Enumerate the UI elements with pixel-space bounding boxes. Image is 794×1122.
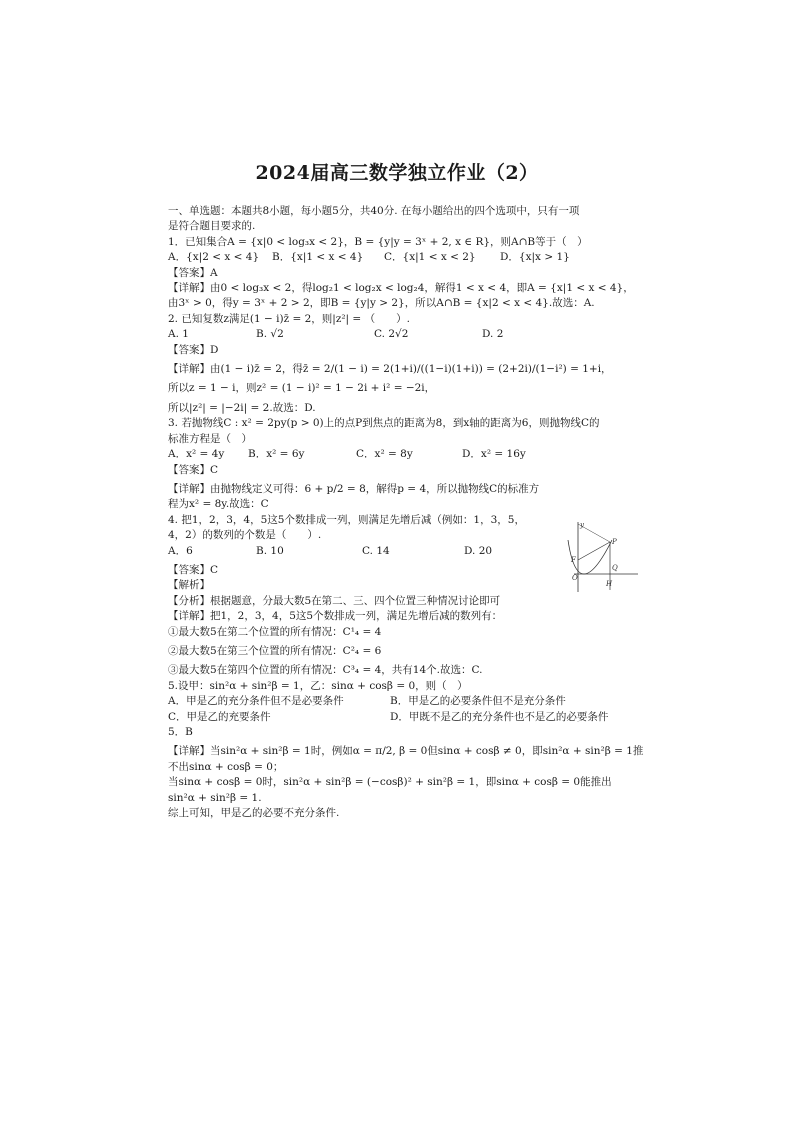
label-q: Q [612, 564, 618, 572]
question-2-detail: 所以|z²| = |−2i| = 2.故选：D. [168, 401, 316, 414]
question-3-detail: 程为x² = 8y.故选：C [168, 498, 269, 511]
question-5-detail: 当sinα + cosβ = 0时，sin²α + sin²β = (−cosβ)² + sin²β = 1，即sinα + cosβ = 0能推出 [168, 776, 612, 789]
question-1-detail: 由3ˣ > 0，得y = 3ˣ + 2 > 2，即B = {y|y > 2}，所以A∩B = {x|2 < x < 4}.故选：A. [168, 297, 595, 310]
question-5-detail: 不出sinα + cosβ = 0； [168, 760, 284, 773]
question-2-detail: 【详解】由(1 − i)z̄ = 2，得z̄ = 2/(1 − i) = 2(1+i)/((1−i)(1+i)) = (2+2i)/(1−i²) = 1+i， [168, 363, 612, 376]
question-1-stem: 1．已知集合A = {x|0 < log₃x < 2}，B = {y|y = 3ˣ + 2, x ∈ R}，则A∩B等于（ ） [168, 235, 588, 248]
label-h: H [606, 580, 613, 588]
question-5-options-row-1 [168, 694, 620, 709]
option-d: D. 20 [464, 544, 493, 557]
question-2-answer: 【答案】D [168, 343, 219, 356]
question-1-answer: 【答案】A [168, 266, 218, 279]
option-d: D．甲既不是乙的充分条件也不是乙的必要条件 [390, 710, 609, 723]
option-a: A．甲是乙的充分条件但不是必要条件 [168, 695, 344, 708]
question-5-options-row-2 [168, 710, 620, 725]
question-1-detail: 【详解】由0 < log₃x < 2，得log₂1 < log₂x < log₂4，解得1 < x < 4，即A = {x|1 < x < 4}， [168, 282, 634, 295]
option-c: C．x² = 8y [356, 448, 413, 461]
option-a: A．6 [168, 544, 193, 557]
option-d: D．x² = 16y [462, 448, 526, 461]
question-5-answer: 5．B [168, 726, 193, 738]
question-3-stem-cont: 标准方程是（ ） [168, 432, 252, 445]
option-d: D. 2 [482, 328, 504, 341]
section-intro-cont: 是符合题目要求的. [168, 220, 256, 233]
option-a: A．{x|2 < x < 4} [168, 251, 260, 264]
question-4-analysis: 【解析】 [168, 579, 210, 592]
document-body [168, 204, 644, 821]
question-3-detail: 【详解】由抛物线定义可得：6 + p/2 = 8，解得p = 4，所以抛物线C的标准方 [168, 482, 540, 495]
option-c: C．甲是乙的充要条件 [168, 710, 271, 723]
option-b: B. 10 [256, 544, 284, 557]
page-title: 2024届高三数学独立作业（2） [255, 162, 539, 184]
question-5-detail: 【详解】当sin²α + sin²β = 1时，例如α = π/2, β = 0但sinα + cosβ ≠ 0，即sin²α + sin²β = 1推 [168, 745, 644, 758]
question-2-options [168, 327, 620, 342]
question-4-detail: 【详解】把1，2，3，4，5这5个数排成一列，满足先增后减的数列有： [168, 610, 503, 623]
question-5-detail: sin²α + sin²β = 1. [168, 791, 262, 804]
question-4-analysis-detail: 【分析】根据题意，分最大数5在第二、三、四个位置三种情况讨论即可 [168, 594, 501, 607]
question-4-case: ③最大数5在第四个位置的所有情况：C³₄ = 4，共有14个.故选：C. [168, 664, 483, 677]
option-b: B．x² = 6y [248, 448, 305, 461]
label-y: y [580, 521, 584, 529]
parabola-diagram [566, 520, 640, 594]
question-4-options [168, 544, 620, 559]
parabola-figure [566, 520, 640, 594]
option-b: B. √2 [256, 328, 284, 341]
question-2-detail: 所以z = 1 − i，则z² = (1 − i)² = 1 − 2i + i² = −2i， [168, 382, 436, 395]
option-a: A．x² = 4y [168, 448, 225, 461]
label-o: O [572, 574, 578, 582]
question-2-stem: 2. 已知复数z满足(1 − i)z̄ = 2，则|z²| = （ ）. [168, 312, 410, 325]
question-4-stem: 4. 把1，2，3，4，5这5个数排成一列，则满足先增后减（例如：1，3，5， [168, 513, 525, 526]
question-3-options [168, 447, 620, 462]
question-3-stem: 3. 若抛物线C : x² = 2py(p > 0)上的点P到焦点的距离为8，到x轴的距离为6，则抛物线C的 [168, 417, 600, 430]
question-5-conclusion: 综上可知，甲是乙的必要不充分条件. [168, 807, 340, 820]
label-f: F [571, 556, 576, 564]
option-a: A. 1 [168, 328, 189, 341]
question-4-answer: 【答案】C [168, 563, 219, 576]
option-c: C. 14 [362, 544, 390, 557]
question-5-stem: 5.设甲：sin²α + sin²β = 1，乙：sinα + cosβ = 0，则（ ） [168, 679, 468, 692]
option-d: D．{x|x > 1} [500, 251, 570, 264]
focal-line [578, 542, 610, 560]
question-4-stem-cont: 4，2）的数列的个数是（ ）. [168, 529, 322, 542]
question-1-options [168, 250, 620, 265]
question-4-case: ①最大数5在第二个位置的所有情况：C¹₄ = 4 [168, 625, 382, 638]
option-c: C. 2√2 [374, 328, 409, 341]
option-b: B．甲是乙的必要条件但不是充分条件 [390, 695, 566, 708]
question-3-answer: 【答案】C [168, 463, 219, 476]
option-b: B．{x|1 < x < 4} [272, 251, 364, 264]
option-c: C．{x|1 < x < 2} [384, 251, 476, 264]
section-intro: 一、单选题：本题共8小题，每小题5分，共40分. 在每小题给出的四个选项中，只有一项 [168, 205, 580, 217]
question-4-case: ②最大数5在第三个位置的所有情况：C²₄ = 6 [168, 644, 382, 657]
label-p: P [612, 538, 617, 546]
